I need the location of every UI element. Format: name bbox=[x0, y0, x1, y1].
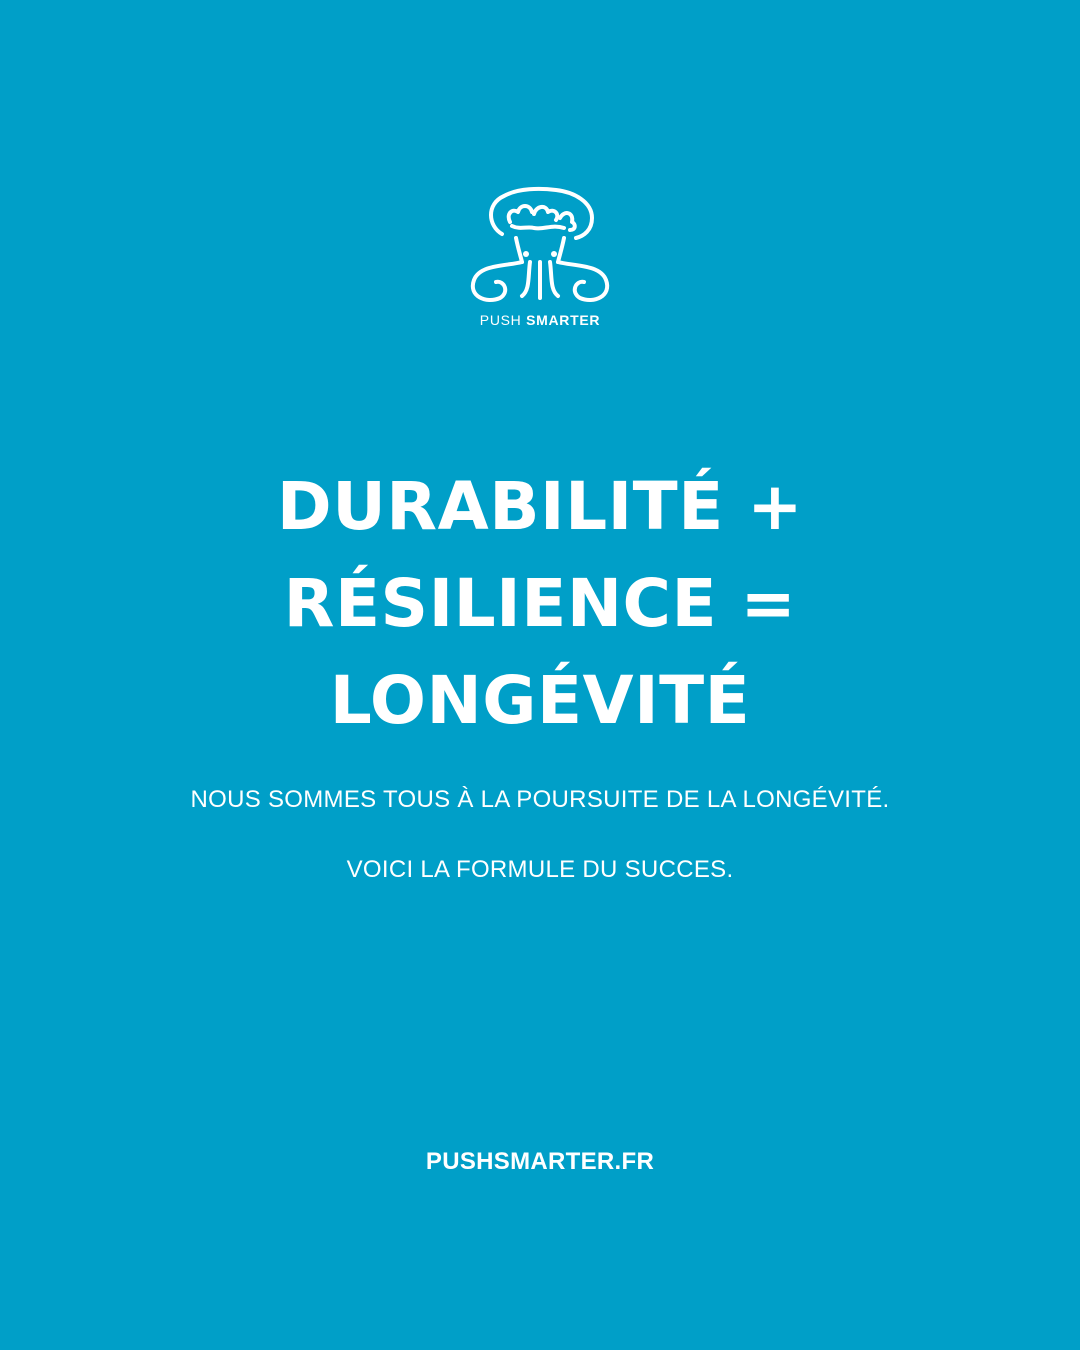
brand-name bbox=[460, 312, 620, 328]
subtitle-line-2: VOICI LA FORMULE DU SUCCES. bbox=[346, 856, 734, 883]
headline bbox=[0, 458, 1080, 749]
octopus-brain-icon bbox=[460, 182, 620, 307]
brand-name-bold: SMARTER bbox=[526, 312, 601, 328]
headline-line-2: RÉSILIENCE = bbox=[283, 565, 797, 642]
footer-url: PUSHSMARTER.FR bbox=[425, 1148, 655, 1175]
subtitle-line-1: NOUS SOMMES TOUS À LA POURSUITE DE LA LONGÉVITÉ. bbox=[190, 786, 890, 813]
headline-line-3: LONGÉVITÉ bbox=[329, 662, 751, 739]
brand-name-light: PUSH bbox=[479, 312, 522, 328]
brand-logo bbox=[460, 182, 620, 342]
headline-line-1: DURABILITÉ + bbox=[276, 468, 804, 545]
